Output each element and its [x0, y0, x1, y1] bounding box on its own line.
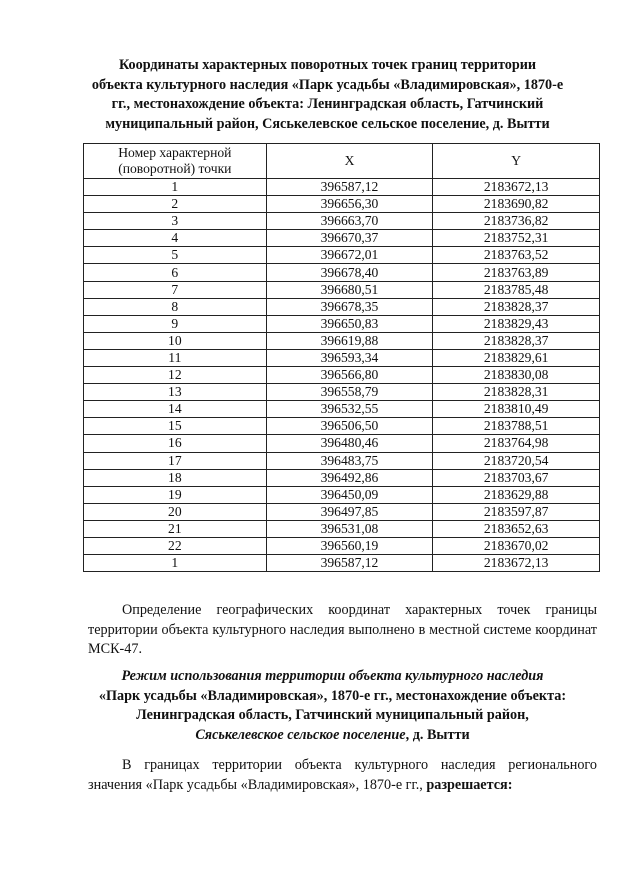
- table-row: [84, 349, 600, 366]
- coordinate-system-note: [88, 601, 597, 660]
- table-body: [84, 179, 600, 572]
- x-coordinate-cell: 396566,80: [266, 367, 433, 384]
- header-x: X: [266, 144, 433, 179]
- x-coordinate-cell: 396670,37: [266, 230, 433, 247]
- point-number-cell: 22: [84, 537, 267, 554]
- paragraph-bold-tail: разрешается:: [426, 776, 513, 793]
- y-coordinate-cell: 2183810,49: [433, 401, 600, 418]
- y-coordinate-cell: 2183828,37: [433, 332, 600, 349]
- point-number-cell: 19: [84, 486, 267, 503]
- y-coordinate-cell: 2183829,61: [433, 349, 600, 366]
- point-number-cell: 3: [84, 213, 267, 230]
- table-row: [84, 401, 600, 418]
- x-coordinate-cell: 396558,79: [266, 384, 433, 401]
- subtitle-italic-part: Сяськелевское сельское поселение: [195, 726, 406, 743]
- point-number-cell: 6: [84, 264, 267, 281]
- y-coordinate-cell: 2183672,13: [433, 179, 600, 196]
- point-number-cell: 10: [84, 332, 267, 349]
- title-line: муниципальный район, Сяськелевское сельское поселение, д. Вытти: [105, 115, 550, 132]
- x-coordinate-cell: 396587,12: [266, 555, 433, 572]
- table-row: [84, 264, 600, 281]
- y-coordinate-cell: 2183690,82: [433, 196, 600, 213]
- x-coordinate-cell: 396506,50: [266, 418, 433, 435]
- point-number-cell: 1: [84, 179, 267, 196]
- x-coordinate-cell: 396663,70: [266, 213, 433, 230]
- point-number-cell: 9: [84, 315, 267, 332]
- x-coordinate-cell: 396492,86: [266, 469, 433, 486]
- table-row: [84, 213, 600, 230]
- header-point-line: Номер характерной: [118, 145, 232, 160]
- title-line: гг., местонахождение объекта: Ленинградская область, Гатчинский: [111, 96, 544, 113]
- point-number-cell: 4: [84, 230, 267, 247]
- subtitle-rest: , д. Вытти: [405, 726, 470, 743]
- table-row: [84, 247, 600, 264]
- title-line: Координаты характерных поворотных точек границ территории: [118, 57, 537, 73]
- point-number-cell: 21: [84, 520, 267, 537]
- table-row: [84, 298, 600, 315]
- x-coordinate-cell: 396650,83: [266, 315, 433, 332]
- point-number-cell: 17: [84, 452, 267, 469]
- header-y: Y: [433, 144, 600, 179]
- table-row: [84, 179, 600, 196]
- table-row: [84, 469, 600, 486]
- y-coordinate-cell: 2183829,43: [433, 315, 600, 332]
- y-coordinate-cell: 2183597,87: [433, 503, 600, 520]
- subtitle-line: «Парк усадьбы «Владимировская», 1870-е гг., местонахождение объекта:: [98, 687, 567, 704]
- x-coordinate-cell: 396680,51: [266, 281, 433, 298]
- point-number-cell: 18: [84, 469, 267, 486]
- table-header-row: [84, 144, 600, 179]
- y-coordinate-cell: 2183785,48: [433, 281, 600, 298]
- y-coordinate-cell: 2183764,98: [433, 435, 600, 452]
- x-coordinate-cell: 396497,85: [266, 503, 433, 520]
- table-row: [84, 315, 600, 332]
- y-coordinate-cell: 2183763,52: [433, 247, 600, 264]
- table-row: [84, 503, 600, 520]
- point-number-cell: 14: [84, 401, 267, 418]
- point-number-cell: 8: [84, 298, 267, 315]
- x-coordinate-cell: 396480,46: [266, 435, 433, 452]
- table-row: [84, 452, 600, 469]
- x-coordinate-cell: 396619,88: [266, 332, 433, 349]
- y-coordinate-cell: 2183828,37: [433, 298, 600, 315]
- header-point-line: (поворотной) точки: [118, 161, 232, 176]
- table-row: [84, 418, 600, 435]
- table-row: [84, 555, 600, 572]
- x-coordinate-cell: 396672,01: [266, 247, 433, 264]
- y-coordinate-cell: 2183736,82: [433, 213, 600, 230]
- x-coordinate-cell: 396587,12: [266, 179, 433, 196]
- x-coordinate-cell: 396678,35: [266, 298, 433, 315]
- table-row: [84, 435, 600, 452]
- y-coordinate-cell: 2183720,54: [433, 452, 600, 469]
- point-number-cell: 7: [84, 281, 267, 298]
- table-row: [84, 520, 600, 537]
- y-coordinate-cell: 2183629,88: [433, 486, 600, 503]
- coordinates-table: [83, 143, 600, 572]
- permitted-use-paragraph: [88, 756, 597, 795]
- y-coordinate-cell: 2183670,02: [433, 537, 600, 554]
- point-number-cell: 16: [84, 435, 267, 452]
- table-row: [84, 384, 600, 401]
- table-row: [84, 537, 600, 554]
- subtitle-line: Режим использования территории объекта культурного наследия: [121, 668, 544, 684]
- note-text: Определение географических координат характерных точек границы территории объекта культурного наследия выполнено в местной системе координат МСК-47.: [88, 602, 597, 657]
- table-row: [84, 332, 600, 349]
- point-number-cell: 15: [84, 418, 267, 435]
- table-row: [84, 486, 600, 503]
- x-coordinate-cell: 396560,19: [266, 537, 433, 554]
- y-coordinate-cell: 2183703,67: [433, 469, 600, 486]
- x-coordinate-cell: 396531,08: [266, 520, 433, 537]
- point-number-cell: 13: [84, 384, 267, 401]
- x-coordinate-cell: 396532,55: [266, 401, 433, 418]
- subtitle-line: Ленинградская область, Гатчинский муниципальный район,: [136, 707, 529, 724]
- x-coordinate-cell: 396656,30: [266, 196, 433, 213]
- point-number-cell: 5: [84, 247, 267, 264]
- subtitle-line: [70, 726, 595, 746]
- table-row: [84, 281, 600, 298]
- x-coordinate-cell: 396593,34: [266, 349, 433, 366]
- point-number-cell: 12: [84, 367, 267, 384]
- point-number-cell: 1: [84, 555, 267, 572]
- x-coordinate-cell: 396483,75: [266, 452, 433, 469]
- y-coordinate-cell: 2183830,08: [433, 367, 600, 384]
- document-title: [60, 56, 595, 134]
- y-coordinate-cell: 2183828,31: [433, 384, 600, 401]
- header-point-number: [84, 144, 267, 179]
- point-number-cell: 2: [84, 196, 267, 213]
- point-number-cell: 20: [84, 503, 267, 520]
- y-coordinate-cell: 2183763,89: [433, 264, 600, 281]
- x-coordinate-cell: 396450,09: [266, 486, 433, 503]
- table-row: [84, 367, 600, 384]
- usage-regime-heading: [70, 667, 595, 745]
- y-coordinate-cell: 2183652,63: [433, 520, 600, 537]
- paragraph-text: В границах территории объекта культурного наследия регионального значения «Парк усадьбы «Владимировская», 1870-е гг.,: [88, 757, 597, 793]
- y-coordinate-cell: 2183752,31: [433, 230, 600, 247]
- x-coordinate-cell: 396678,40: [266, 264, 433, 281]
- table-row: [84, 230, 600, 247]
- title-line: объекта культурного наследия «Парк усадьбы «Владимировская», 1870-е: [91, 76, 564, 93]
- table-row: [84, 196, 600, 213]
- point-number-cell: 11: [84, 349, 267, 366]
- y-coordinate-cell: 2183672,13: [433, 555, 600, 572]
- y-coordinate-cell: 2183788,51: [433, 418, 600, 435]
